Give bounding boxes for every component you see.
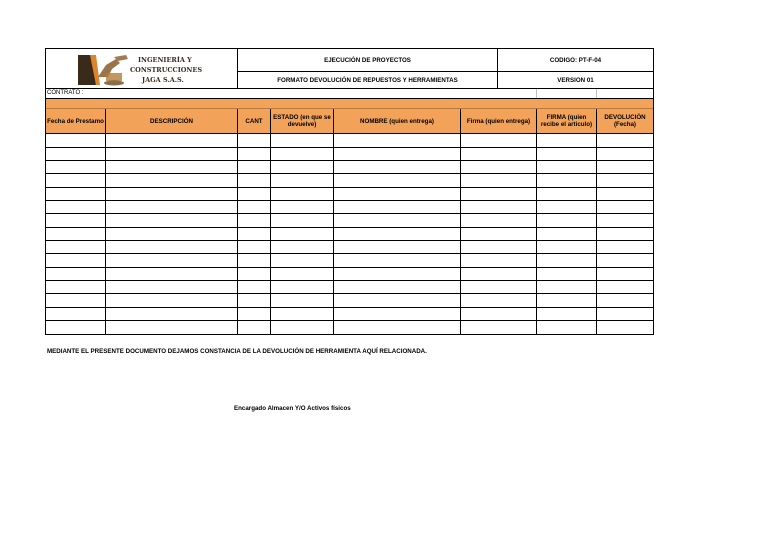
table-row-line xyxy=(45,187,654,188)
table-row-line xyxy=(45,147,654,148)
col-divider-3 xyxy=(270,109,271,335)
table-row-line xyxy=(45,320,654,321)
logo-line-2: CONSTRUCCIONES xyxy=(130,66,203,74)
col-header-descripcion: DESCRIPCIÓN xyxy=(150,117,193,125)
signature-label: Encargado Almacen Y/O Activos físicos xyxy=(234,405,351,412)
col-header-nombre: NOMBRE (quien entrega) xyxy=(360,117,434,125)
table-row-line xyxy=(45,160,654,161)
company-logo xyxy=(76,51,203,87)
table-row-line xyxy=(45,253,654,254)
table-bottom-border xyxy=(45,334,654,335)
col-divider-7 xyxy=(596,109,597,335)
col-header-estado: ESTADO (en que se devuelve) xyxy=(273,114,331,128)
table-row-line xyxy=(45,267,654,268)
col-header-fecha-prestamo: Fecha de Prestamo xyxy=(47,117,104,125)
table-row-line xyxy=(45,227,654,228)
contract-row-divider-2 xyxy=(596,89,597,98)
col-header-firma-entrega: Firma (quien entrega) xyxy=(466,117,531,125)
logo-line-1: INGENIERÍA Y xyxy=(138,56,192,64)
col-divider-2 xyxy=(237,109,238,335)
col-header-devolucion: DEVOLUCIÓN (Fecha) xyxy=(604,114,646,128)
col-header-cant: CANT xyxy=(245,117,263,125)
table-row-line xyxy=(45,307,654,308)
table-row-line xyxy=(45,200,654,201)
table-row-line xyxy=(45,173,654,174)
table-row-line xyxy=(45,280,654,281)
col-header-firma-recibe: FIRMA (quien recibe el articulo) xyxy=(540,114,593,128)
contract-row-divider xyxy=(536,89,537,98)
col-divider-1 xyxy=(105,109,106,335)
table-row-line xyxy=(45,240,654,241)
document-subtitle: FORMATO DEVOLUCIÓN DE REPUESTOS Y HERRAMIENTAS xyxy=(277,76,458,84)
logo-line-3: JAGA S.A.S. xyxy=(142,76,184,84)
table-row-line xyxy=(45,293,654,294)
table-row-line xyxy=(45,133,654,134)
header-left-border xyxy=(45,48,46,89)
document-title: EJECUCIÓN DE PROYECTOS xyxy=(324,56,411,64)
document-version: VERSION 01 xyxy=(557,76,594,84)
return-statement: MEDIANTE EL PRESENTE DOCUMENTO DEJAMOS CONSTANCIA DE LA DEVOLUCIÓN DE HERRAMIENTA AQUÍ RELACIONADA. xyxy=(47,348,427,355)
col-divider-6 xyxy=(536,109,537,335)
col-divider-4 xyxy=(333,109,334,335)
col-divider-5 xyxy=(460,109,461,335)
excavator-logo-graphic xyxy=(76,51,203,87)
table-row-line xyxy=(45,213,654,214)
document-code: CODIGO: PT-F-04 xyxy=(549,56,602,64)
contract-label: CONTRATO : xyxy=(47,90,84,96)
header-right-border xyxy=(653,48,654,89)
